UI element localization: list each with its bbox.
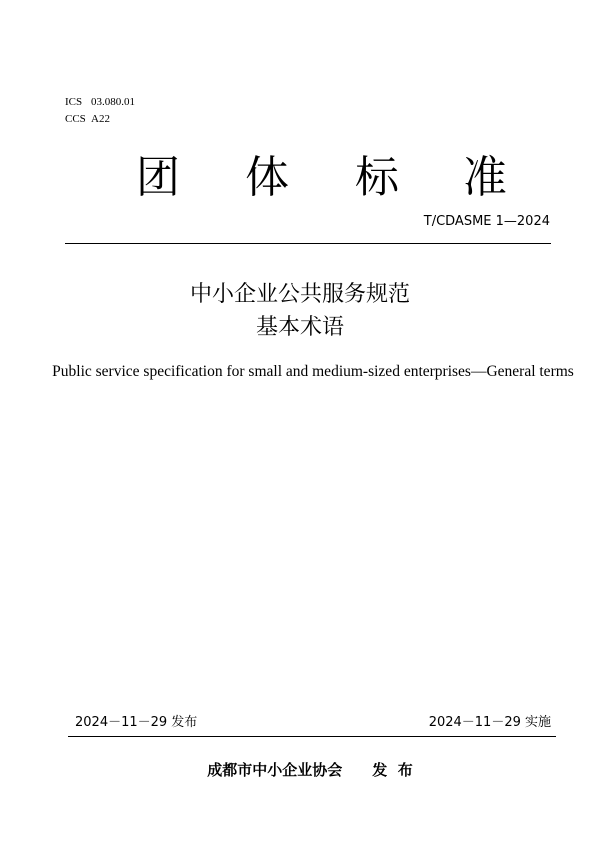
publish-word: 发 布 — [372, 761, 413, 779]
ccs-label: CCS — [65, 113, 86, 125]
ics-value: 03.080.01 — [91, 96, 135, 108]
standard-type-char-2: 体 — [245, 152, 289, 203]
standard-type-char-4: 准 — [463, 152, 507, 203]
standard-type-char-1: 团 — [136, 152, 180, 203]
standard-number: T/CDASME 1—2024 — [423, 214, 550, 229]
top-divider — [65, 243, 551, 244]
publisher-line — [0, 760, 600, 780]
implement-date: 2024－11－29 实施 — [428, 715, 551, 730]
bottom-divider — [68, 736, 556, 737]
standard-type-char-3: 标 — [355, 152, 399, 203]
en-title: Public service specification for small and medium-sized enterprises—General terms — [52, 363, 574, 380]
cn-title-line2: 基本术语 — [255, 315, 344, 340]
publish-date: 2024－11－29 发布 — [75, 715, 198, 730]
ccs-value: A22 — [91, 113, 110, 125]
publisher-name: 成都市中小企业协会 — [207, 761, 343, 779]
cn-title-line1: 中小企业公共服务规范 — [189, 282, 410, 307]
ics-label: ICS — [65, 96, 83, 108]
ics-code — [65, 96, 135, 109]
ccs-code — [65, 113, 110, 126]
